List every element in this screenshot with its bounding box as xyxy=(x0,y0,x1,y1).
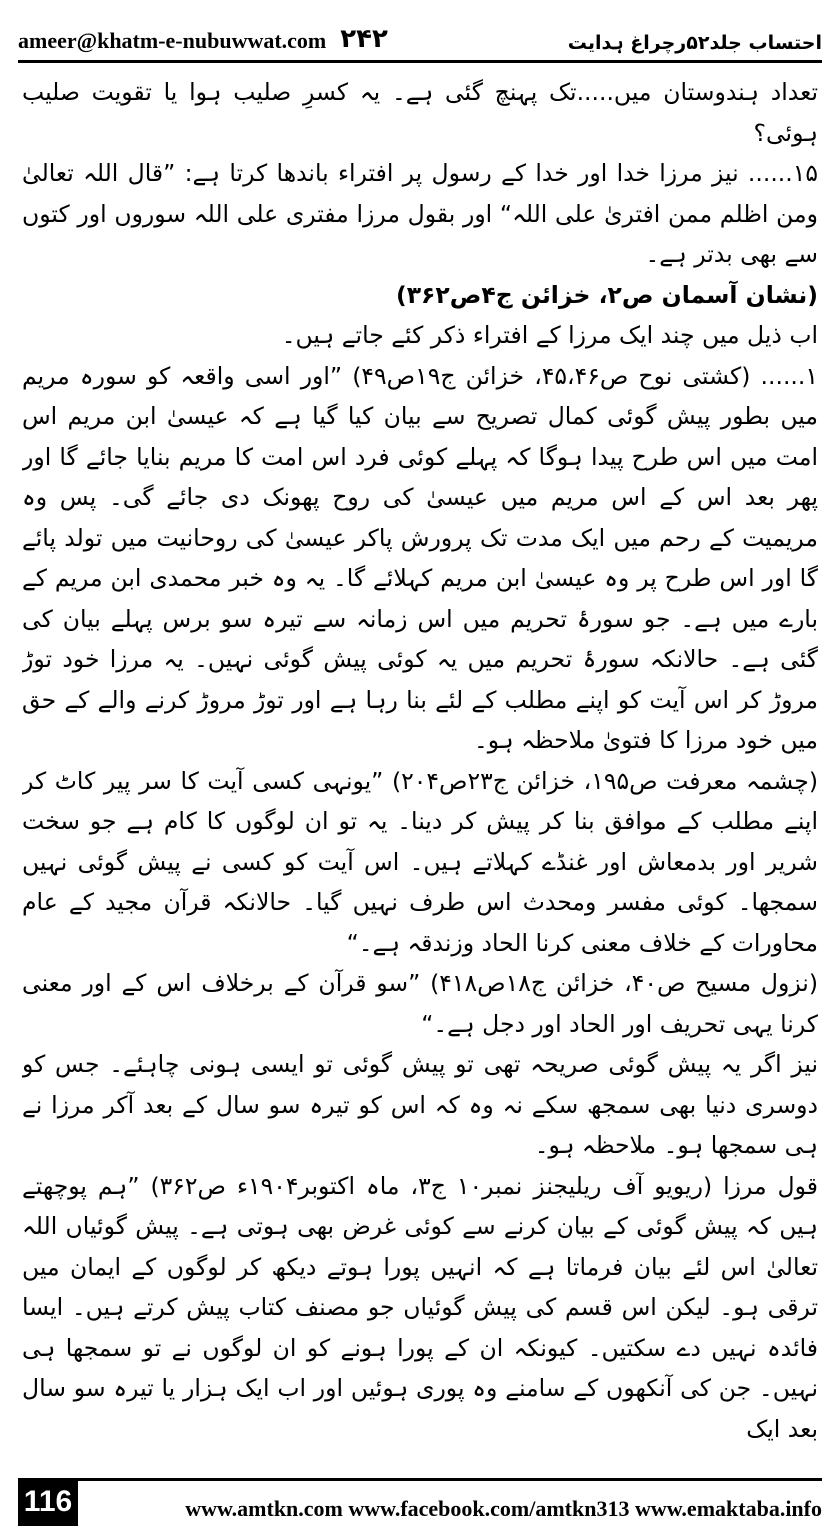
header-book-title: احتساب جلد۵۲رچراغ ہدایت xyxy=(567,32,822,54)
paragraph-3: اب ذیل میں چند ایک مرزا کے افتراء ذکر کئے جاتے ہیں۔ xyxy=(281,321,818,349)
reference-citation: (نشان آسمان ص۲، خزائن ج۴ص۳۶۲) xyxy=(395,280,818,309)
footer-links[interactable]: www.amtkn.com www.facebook.com/amtkn313 www.emaktaba.info xyxy=(185,1496,822,1521)
paragraph-8: قول مرزا (ریویو آف ریلیجنز نمبر۱۰ ج۳، ماہ اکتوبر۱۹۰۴ء ص۳۶۲) ”ہم پوچھتے ہیں کہ پیش گوئی کے بیان کرنے سے کوئی غرض بھی ہوتی ہے۔ پیش گوئیاں اللہ تعالیٰ اس لئے بیان فرماتا ہے کہ انہیں پورا ہوتے دیکھ کر لوگوں کے ایمان میں ترقی ہو۔ لیکن اس قسم کی پیش گوئیاں جو مصنف کتاب پیش کرتے ہیں۔ ایسا فائدہ نہیں دے سکتیں۔ کیونکہ ان کے پورا ہونے کو ان لوگوں نے تو سمجھا ہی نہیں۔ جن کی آنکھوں کے سامنے وہ پوری ہوئیں اور اب ایک ہزار یا تیرہ سو سال بعد ایک xyxy=(22,1171,818,1442)
paragraph-1: تعداد ہندوستان میں.....تک پہنچ گئی ہے۔ یہ کسرِ صلیب ہوا یا تقویت صلیب ہوئی؟ xyxy=(22,78,818,147)
paragraph-4: ۱...... (کشتی نوح ص۴۵،۴۶، خزائن ج۱۹ص۴۹) ”اور اسی واقعہ کو سورہ مریم میں بطور پیش گوئی کمال تصریح سے بیان کیا گیا ہے کہ عیسیٰ ابن مریم اس امت میں اس طرح پیدا ہوگا کہ پہلے کوئی فرد اس امت کا مریم بنایا جائے گا اور پھر بعد اس کے اس مریم میں عیسیٰ کی روح پھونک دی جائے گی۔ پس وہ مریمیت کے رحم میں ایک مدت تک پرورش پاکر عیسیٰ کی روحانیت میں تولد پائے گا اور اس طرح پر وہ عیسیٰ ابن مریم کہلائے گا۔ یہ وہ خبر محمدی ابن مریم کے بارے میں ہے۔ جو سورۂ تحریم میں اس زمانہ سے تیرہ سو برس پہلے بیان کی گئی ہے۔ حالانکہ سورۂ تحریم میں یہ کوئی پیش گوئی نہیں۔ یہ مرزا خود توڑ مروڑ کر اس آیت کو اپنے مطلب کے لئے بنا رہا ہے اور توڑ مروڑ کرنے والے کے حق میں خود مرزا کا فتویٰ ملاحظہ ہو۔ xyxy=(22,361,818,754)
footer-page-number: 116 xyxy=(18,1478,78,1526)
paragraph-2: ۱۵...... نیز مرزا خدا اور خدا کے رسول پر افتراء باندھا کرتا ہے: ”قال اللہ تعالیٰ ومن اظلم ممن افتریٰ علی اللہ“ اور بقول مرزا مفتری علی اللہ سوروں اور کتوں سے بھی بدتر ہے۔ xyxy=(22,159,818,268)
paragraph-5: (چشمہ معرفت ص۱۹۵، خزائن ج۲۳ص۲۰۴) ”یونہی کسی آیت کا سر پیر کاٹ کر اپنے مطلب کے موافق بنا کر پیش کر دینا۔ یہ تو ان لوگوں کا کام ہے جو سخت شریر اور بدمعاش اور غنڈے کہلاتے ہیں۔ اس آیت کو کسی نے پیش گوئی نہیں سمجھا۔ کوئی مفسر ومحدث اس طرف نہیں گیا۔ حالانکہ قرآن مجید کے عام محاورات کے خلاف معنی کرنا الحاد وزندقہ ہے۔“ xyxy=(22,766,818,957)
footer-divider xyxy=(18,1478,822,1481)
paragraph-6: (نزول مسیح ص۴۰، خزائن ج۱۸ص۴۱۸) ”سو قرآن کے برخلاف اس کے اور معنی کرنا یہی تحریف اور الحاد اور دجل ہے۔“ xyxy=(22,969,818,1038)
header-page-number: ۲۴۲ xyxy=(340,24,388,54)
header-email[interactable]: ameer@khatm-e-nubuwwat.com xyxy=(18,28,327,53)
paragraph-7: نیز اگر یہ پیش گوئی صریحہ تھی تو پیش گوئی تو ایسی ہونی چاہئے۔ جس کو دوسری دنیا بھی سمجھ سکے نہ وہ کہ اس کو تیرہ سو سال کے بعد آکر مرزا نے ہی سمجھا ہو۔ ملاحظہ ہو۔ xyxy=(22,1050,818,1159)
header-left xyxy=(18,24,388,54)
header-divider xyxy=(18,60,822,63)
page-body xyxy=(22,72,818,1442)
page-header xyxy=(18,12,822,54)
